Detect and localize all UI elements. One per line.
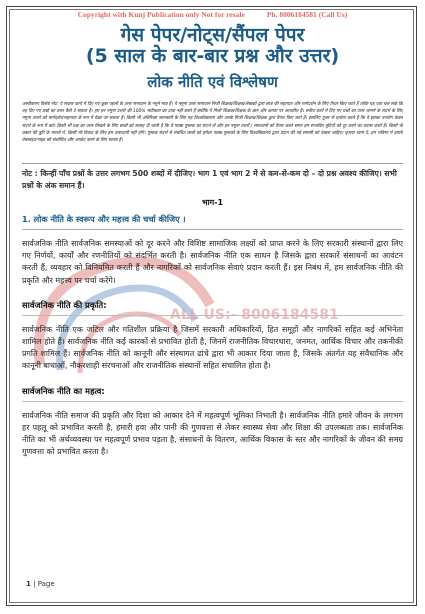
answer-paragraph-3: सार्वजनिक नीति समाज की प्रकृति और दिशा को आकार देने में महत्वपूर्ण भूमिका निभाती है। सार्वजनिक नीति हमारे जीवन के लगभग हर पहलू को प्रभावित करती है, हमारी हवा और पानी की गुणवत्ता से लेकर स्वास्थ्य सेवा और शिक्षा की उपलब्धता तक। सार्वजनिक नीति का भी अर्थव्यवस्था पर महत्वपूर्ण प्रभाव पड़ता है, संसाधनों के वितरण, आर्थिक विकास के स्तर और नागरिकों के जीवन की समग्र गुणवत्ता को प्रभावित करता है। — [22, 410, 403, 457]
page-subtitle: लोक नीति एवं विश्लेषण — [147, 73, 278, 91]
watermark-text: ALL US:- 8006184581 — [170, 307, 339, 323]
copyright-text: Copyright with Kunj Publication only Not for resale — [77, 10, 245, 19]
heading-importance: सार्वजनिक नीति का महत्व: — [22, 386, 403, 402]
exam-note: नोट : किन्हीं पाँच प्रश्नों के उत्तर लगभग 500 शब्दों में दीजिए। भाग 1 एवं भाग 2 में से कम-से-कम दो – दो प्रश्न अवश्य कीजिए। सभी प्रश्नों के अंक समान हैं। — [22, 163, 403, 192]
answer-paragraph-1: सार्वजनिक नीति सार्वजनिक समस्याओं को दूर करने और विशिष्ट सामाजिक लक्ष्यों को प्राप्त करने के लिए सरकारी संस्थानों द्वारा लिए गए निर्णयों, कार्यों और रणनीतियों को संदर्भित करती है। सार्वजनिक नीति एक साधन है जिसके द्वारा सरकारें संसाधनों का आवंटन करती हैं, व्यवहार को विनियमित करती हैं और नागरिकों को सार्वजनिक सेवाएं प्रदान करती हैं। इस निबंध में, हम सार्वजनिक नीति की प्रकृति और महत्त्व पर चर्चा करेंगे। — [22, 239, 403, 285]
title-line-1: गेस पेपर/नोट्स/सैंपल पेपर — [120, 24, 305, 46]
copyright-line — [22, 10, 403, 19]
phone-text: Ph. 8006184581 (Call Us) — [266, 10, 348, 19]
title-line-2: (5 साल के बार-बार प्रश्न और उत्तर) — [85, 45, 340, 67]
page-content — [22, 10, 403, 458]
page-footer: 1 | Page — [26, 580, 55, 588]
page-label: Page — [37, 580, 55, 588]
disclaimer-text: अस्वीकरण विशेष नोट: ये सवाल कार्य में दिए गए कुछ पहलों के उत्तर समाधान के नमूने मात्र हैं। ये नमूना उत्तर समाधान निजी शिक्षक/शिक्षक/लेखकों द्वारा छात्र की सहायता और मार्गदर्शन के लिए तैयार किए जाते हैं ताकि यह पता चल सके कि वह दिए गए प्रश्नों का उत्तर कैसे दे सकता है। हम इन नमूना उत्तरों की 100% सटीकता का दावा नहीं करते हैं क्योंकि ये निजी शिक्षक/शिक्षक के ज्ञान और क्षमता पर आधारित हैं। सवीध कार्य में दिए गए प्रश्नों का उत्तर जानने के संदर्भ के लिए नमूना उत्तरों को मार्गदर्शन/सहायता के रूप में देखा जा सकता है। किसी भी अतिरिक्त जानकारी के लिए यह विश्वविद्यालय और उसके निजी शिक्षक/शिक्षक द्वारा तैयार किए जाते हैं। इसलिए यूजर से प्रार्थना करते हैं कि वे इसका उपयोग केवल संदर्भ के रूप में करें। किसी भी प्रश्न का उत्तर लिखने के लिए छात्रों को सलाह दी जाती है कि वे पाठ्य पुस्तक का संदर्भ लें और इन नमूना उत्तरों / समाधानों को तैयार करते समय हम संभावित त्रुटियों को दूर करने का प्रयास करते हैं। किसी भी प्रकार की त्रुटि के मामले में, किसी भी विवाद के लिए हम उत्तरदायी नहीं होंगे। पुस्तक संदर्भ से संबंधित छात्रों को हमेशा पाठ्य पुस्तकों के लिए विश्वविद्यालय द्वारा प्रदान की गई सामग्री को देखना चाहिए। कृपया ध्यान दें, हम भविष्य में हमारी वेबसाइट/गाइड को संशोधित और अपडेट करने के लिए स्वतंत्र हैं। — [22, 102, 403, 144]
page-title — [22, 25, 403, 67]
heading-nature: सार्वजनिक नीति की प्रकृति: — [22, 300, 403, 316]
answer-paragraph-2: सार्वजनिक नीति एक जटिल और गतिशील प्रक्रिया है जिसमें सरकारी अधिकारियों, हित समूहों और नागरिकों सहित कई अभिनेता शामिल होते हैं। सार्वजनिक नीति कई कारकों से प्रभावित होती है, जिनमें राजनीतिक विचारधारा, जनमत, आर्थिक विचार और तकनीकी प्रगति शामिल हैं। सार्वजनिक नीति को कानूनी और संस्थागत ढांचे द्वारा भी आकार दिया जाता है, जिसके अंतर्गत यह संवैधानिक और कानूनी बाधाओं, नौकरशाही संरचनाओं और राजनीतिक संस्थानों सहित संचालित होता है। — [22, 324, 403, 371]
question-1: 1. लोक नीति के स्वरूप और महत्त्व की चर्चा कीजिए । — [22, 214, 403, 230]
page-number: 1 — [26, 580, 31, 588]
part-label: भाग-1 — [201, 198, 224, 207]
